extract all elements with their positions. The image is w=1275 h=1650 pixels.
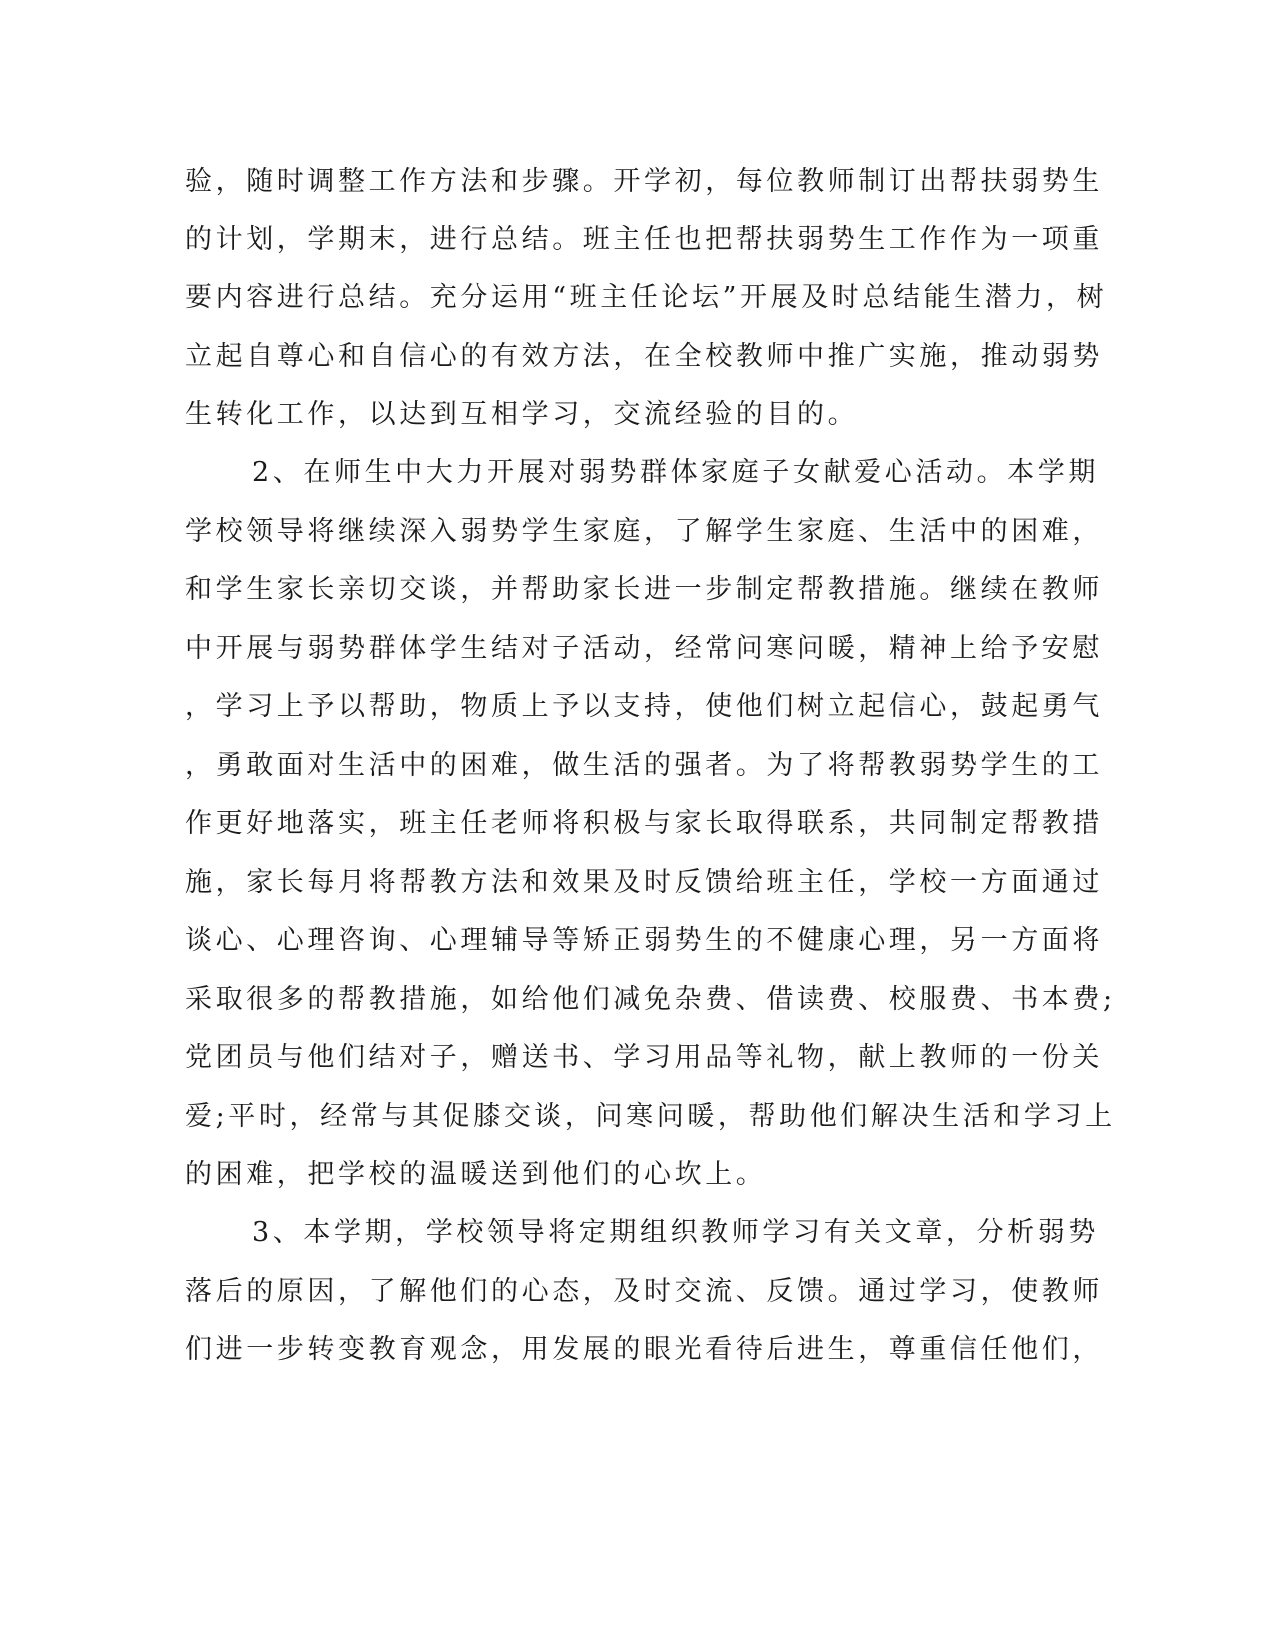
text-line: 谈心、心理咨询、心理辅导等矫正弱势生的不健康心理，另一方面将: [185, 925, 1103, 956]
text-line: 的困难，把学校的温暖送到他们的心坎上。: [185, 1159, 767, 1190]
text-line: 党团员与他们结对子，赠送书、学习用品等礼物，献上教师的一份关: [185, 1042, 1103, 1073]
text-line: 立起自尊心和自信心的有效方法，在全校教师中推广实施，推动弱势: [185, 341, 1103, 372]
text-line: 爱;平时，经常与其促膝交谈，问寒问暖，帮助他们解决生活和学习上: [185, 1101, 1116, 1132]
text-line: 作更好地落实，班主任老师将积极与家长取得联系，共同制定帮教措: [185, 808, 1103, 839]
text-line: 生转化工作，以达到互相学习，交流经验的目的。: [185, 399, 859, 430]
text-line: ，学习上予以帮助，物质上予以支持，使他们树立起信心，鼓起勇气: [185, 691, 1103, 722]
text-line: 验，随时调整工作方法和步骤。开学初，每位教师制订出帮扶弱势生: [185, 166, 1103, 197]
text-line: 施，家长每月将帮教方法和效果及时反馈给班主任，学校一方面通过: [185, 867, 1103, 898]
text-line: ，勇敢面对生活中的困难，做生活的强者。为了将帮教弱势学生的工: [185, 750, 1103, 781]
text-line: 学校领导将继续深入弱势学生家庭，了解学生家庭、生活中的困难，: [185, 516, 1103, 547]
paragraph-3-first-line: 3、本学期，学校领导将定期组织教师学习有关文章，分析弱势: [252, 1217, 1099, 1248]
text-line: 们进一步转变教育观念，用发展的眼光看待后进生，尊重信任他们，: [185, 1334, 1103, 1365]
text-line: 落后的原因，了解他们的心态，及时交流、反馈。通过学习，使教师: [185, 1276, 1103, 1307]
text-line: 要内容进行总结。充分运用“班主任论坛”开展及时总结能生潜力，树: [185, 282, 1108, 313]
text-line: 采取很多的帮教措施，如给他们减免杂费、借读费、校服费、书本费;: [185, 984, 1116, 1015]
text-line: 的计划，学期末，进行总结。班主任也把帮扶弱势生工作作为一项重: [185, 224, 1103, 255]
paragraph-2-first-line: 2、在师生中大力开展对弱势群体家庭子女献爱心活动。本学期: [252, 457, 1099, 488]
text-line: 和学生家长亲切交谈，并帮助家长进一步制定帮教措施。继续在教师: [185, 574, 1103, 605]
text-line: 中开展与弱势群体学生结对子活动，经常问寒问暖，精神上给予安慰: [185, 633, 1103, 664]
